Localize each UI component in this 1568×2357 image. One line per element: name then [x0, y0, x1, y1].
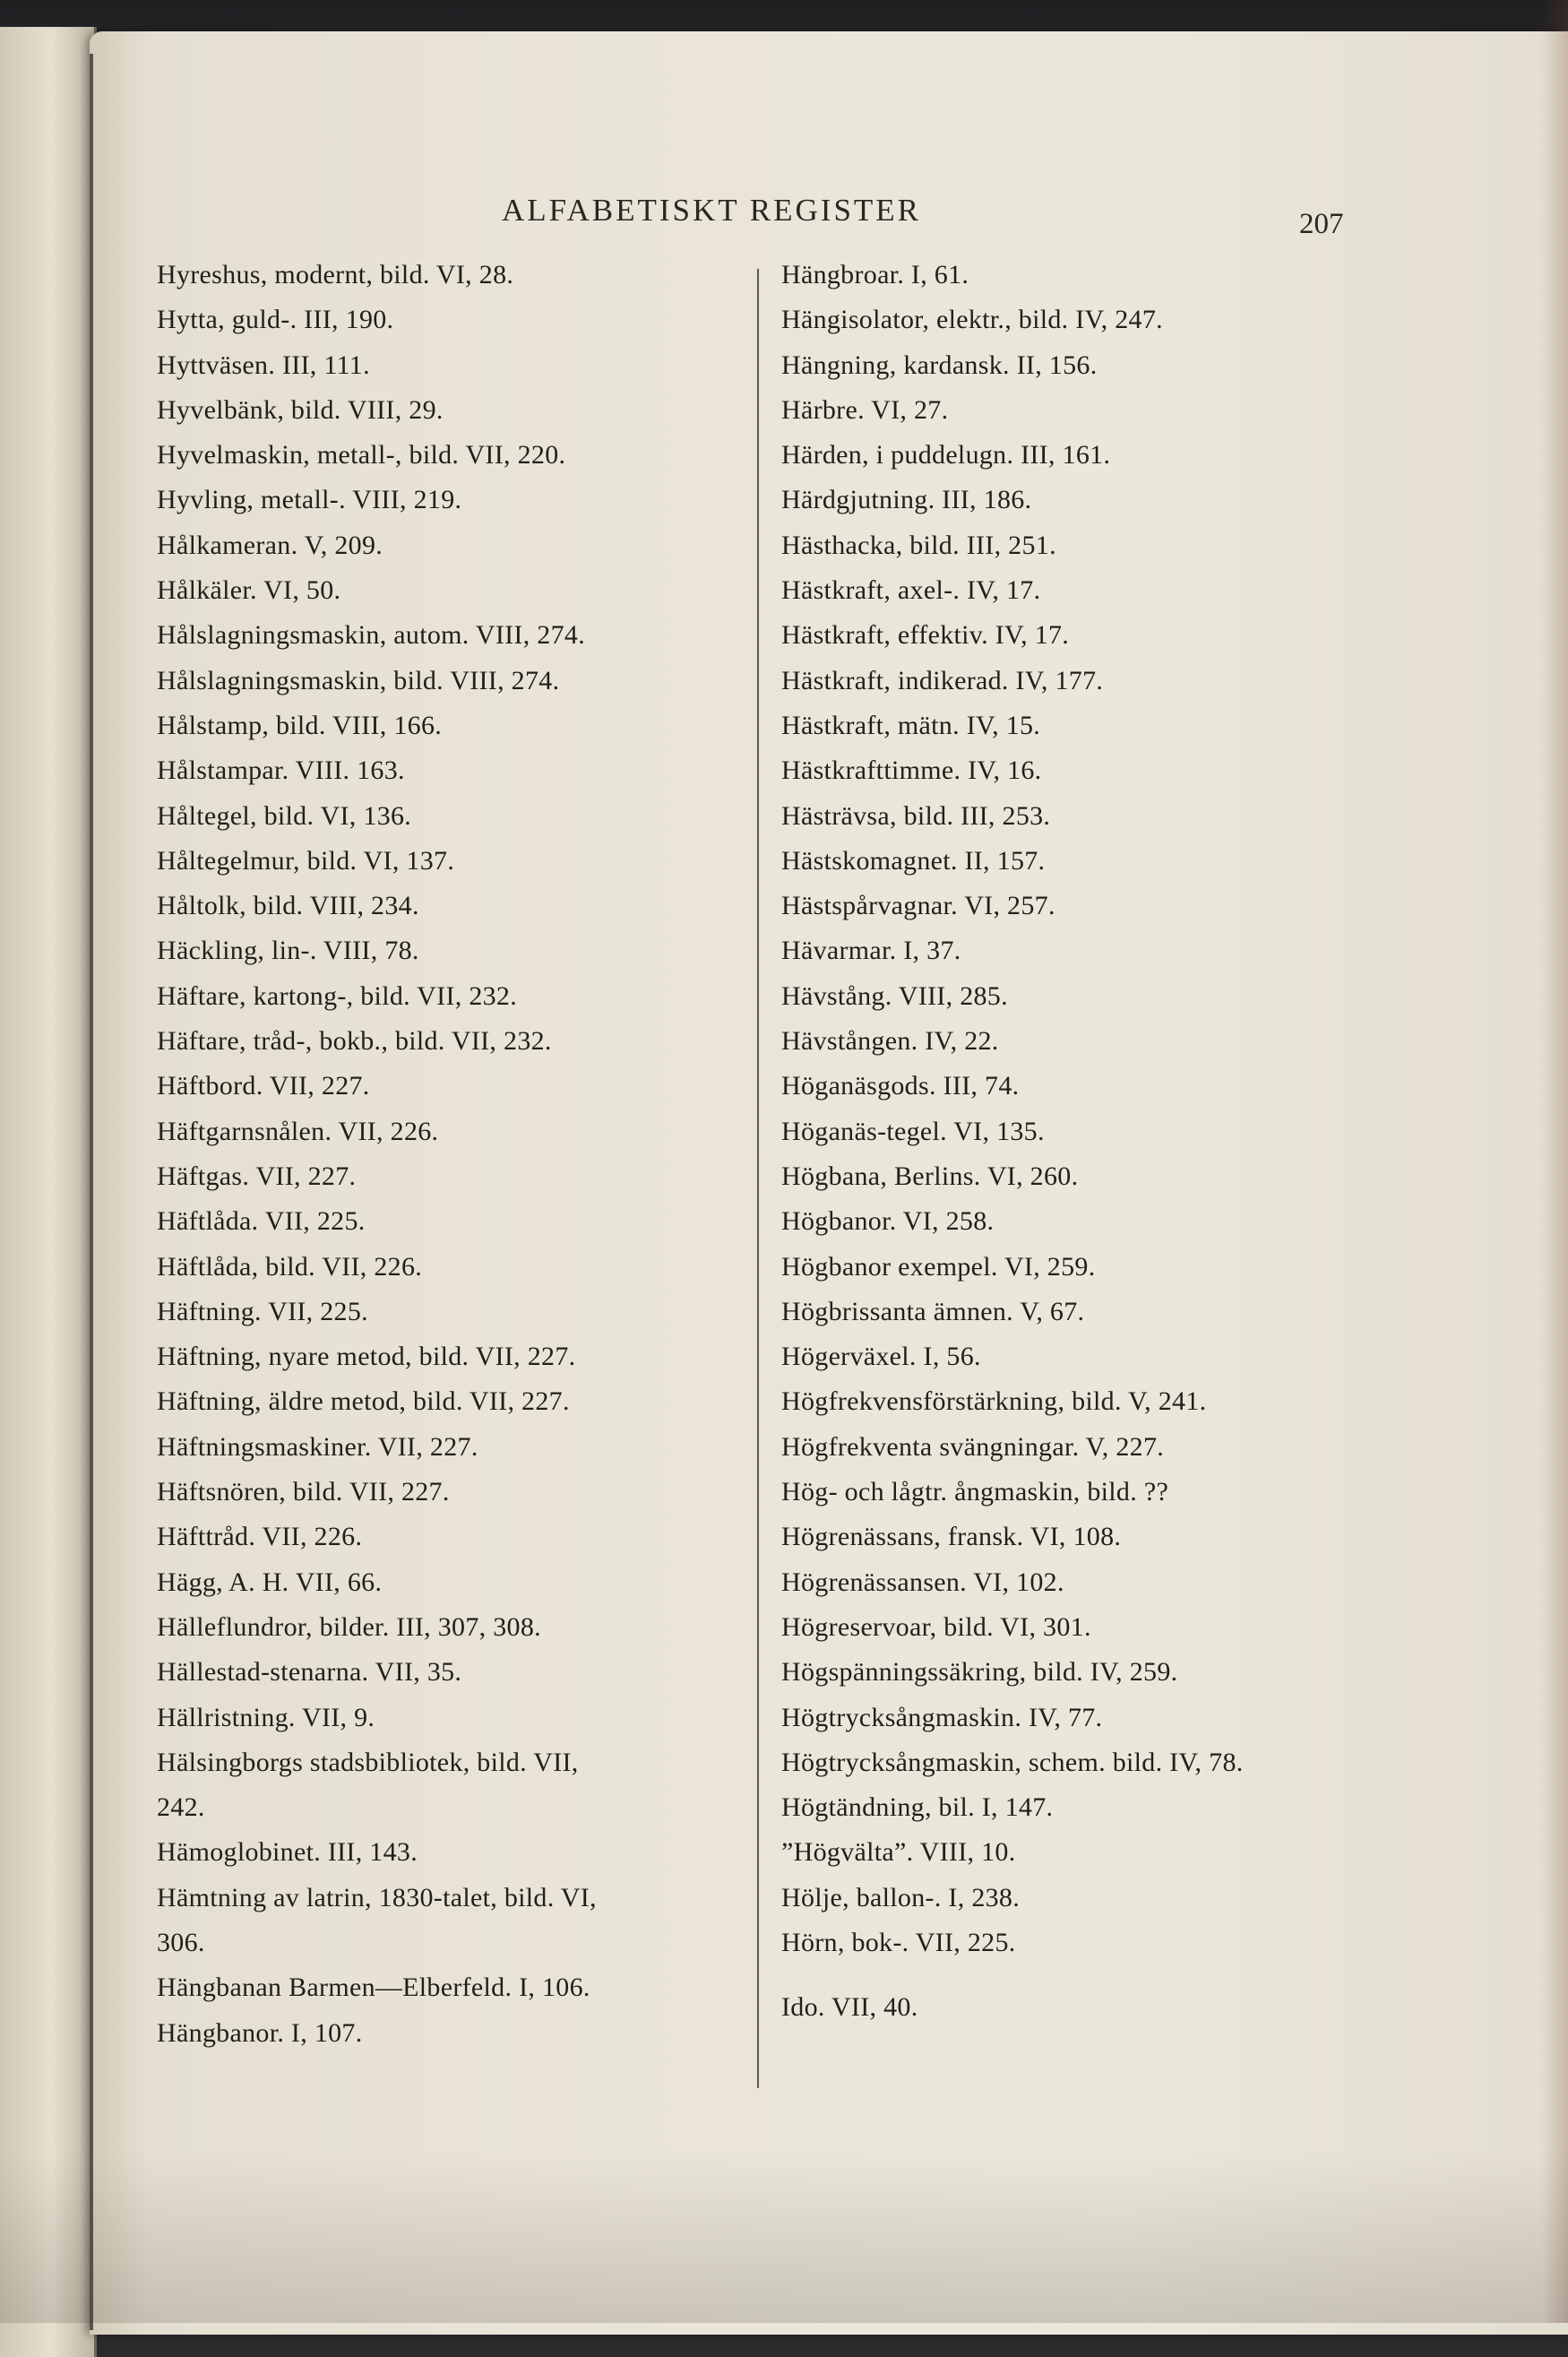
index-entry: Hävstång. VIII, 285.	[781, 980, 1008, 1011]
page-spine	[90, 54, 93, 2330]
index-entry: Hästkraft, effektiv. IV, 17.	[781, 620, 1070, 651]
left-page-edge	[0, 27, 97, 2357]
index-entry: Hängning, kardansk. II, 156.	[781, 350, 1098, 380]
index-entry: Hästspårvagnar. VI, 257.	[781, 891, 1055, 921]
index-entry: Högbanor. VI, 258.	[781, 1206, 995, 1237]
index-entry: Hålkäler. VI, 50.	[157, 575, 341, 606]
index-entry: Hytta, guld-. III, 190.	[157, 305, 394, 335]
index-entry: Ido. VII, 40.	[781, 1992, 918, 2023]
index-entry: Hällristning. VII, 9.	[157, 1702, 375, 1732]
index-entry: Hög- och lågtr. ångmaskin, bild. ??	[781, 1477, 1169, 1507]
index-entry: Hästkrafttimme. IV, 16.	[781, 755, 1042, 786]
index-column-right	[781, 253, 1355, 2031]
index-column-left	[157, 253, 766, 2056]
index-entry: Hängbanor. I, 107.	[157, 2017, 363, 2048]
index-entry: Hävarmar. I, 37.	[781, 936, 961, 966]
index-entry: Högrenässans, fransk. VI, 108.	[781, 1522, 1122, 1552]
index-entry-continuation: 306.	[157, 1927, 205, 1957]
index-entry: Högtrycksångmaskin, schem. bild. IV, 78.	[781, 1747, 1244, 1777]
page-number: 207	[1299, 208, 1344, 240]
index-entry: Hängbroar. I, 61.	[781, 260, 969, 289]
index-entry-continuation: 242.	[157, 1792, 205, 1823]
index-entry: Hängbanan Barmen—Elberfeld. I, 106.	[157, 1973, 590, 2003]
index-entry: Högspänningssäkring, bild. IV, 259.	[781, 1657, 1178, 1688]
index-entry: Hålkameran. V, 209.	[157, 530, 383, 560]
index-entry: Hyttväsen. III, 111.	[157, 350, 370, 380]
index-entry: Hängisolator, elektr., bild. IV, 247.	[781, 305, 1163, 335]
index-entry: Häftare, kartong-, bild. VII, 232.	[157, 980, 518, 1011]
page-right-edge	[1541, 0, 1568, 2323]
index-entry: Härbre. VI, 27.	[781, 394, 949, 425]
index-entry: Högbanor exempel. VI, 259.	[781, 1251, 1096, 1282]
index-entry: Häfttråd. VII, 226.	[157, 1522, 363, 1552]
index-entry: Hörn, bok-. VII, 225.	[781, 1927, 1016, 1957]
index-entry: Högreservoar, bild. VI, 301.	[781, 1611, 1091, 1642]
index-entry: Högfrekventa svängningar. V, 227.	[781, 1431, 1165, 1462]
index-entry: Häftare, tråd-, bokb., bild. VII, 232.	[157, 1026, 552, 1057]
index-entry: Hästkraft, axel-. IV, 17.	[781, 575, 1041, 606]
index-entry: ”Högvälta”. VIII, 10.	[781, 1837, 1016, 1868]
index-entry: Häftgas. VII, 227.	[157, 1161, 357, 1191]
index-entry: Hålstampar. VIII. 163.	[157, 755, 405, 786]
index-entry: Högrenässansen. VI, 102.	[781, 1567, 1064, 1597]
index-entry: Hällestad-stenarna. VII, 35.	[157, 1657, 462, 1688]
index-entry: Hålslagningsmaskin, bild. VIII, 274.	[157, 665, 560, 695]
index-entry: Högtrycksångmaskin. IV, 77.	[781, 1702, 1103, 1732]
index-entry: Häftning, nyare metod, bild. VII, 227.	[157, 1342, 576, 1372]
index-entry: Hälsingborgs stadsbibliotek, bild. VII,	[157, 1747, 579, 1777]
running-title: ALFABETISKT REGISTER	[502, 193, 922, 228]
index-entry: Häftsnören, bild. VII, 227.	[157, 1477, 450, 1507]
index-entry: Häftlåda. VII, 225.	[157, 1206, 366, 1237]
index-entry: Högbrissanta ämnen. V, 67.	[781, 1296, 1085, 1326]
index-entry: Häftgarnsnålen. VII, 226.	[157, 1116, 439, 1146]
index-entry: Högbana, Berlins. VI, 260.	[781, 1161, 1079, 1191]
index-entry: Höganäs-tegel. VI, 135.	[781, 1116, 1045, 1146]
index-entry: Hålstamp, bild. VIII, 166.	[157, 710, 443, 740]
index-entry: Högfrekvensförstärkning, bild. V, 241.	[781, 1386, 1207, 1417]
index-entry: Hyvling, metall-. VIII, 219.	[157, 485, 462, 515]
index-entry: Härdgjutning. III, 186.	[781, 485, 1032, 515]
index-entry: Hästhacka, bild. III, 251.	[781, 530, 1056, 560]
index-entry: Häftning. VII, 225.	[157, 1296, 368, 1326]
index-entry: Högerväxel. I, 56.	[781, 1342, 981, 1372]
index-entry: Hålslagningsmaskin, autom. VIII, 274.	[157, 620, 585, 651]
page-bottom-shade	[0, 2151, 1568, 2323]
index-entry: Häckling, lin-. VIII, 78.	[157, 936, 419, 966]
index-entry: Hävstången. IV, 22.	[781, 1026, 999, 1057]
index-entry: Hyvelbänk, bild. VIII, 29.	[157, 394, 444, 425]
index-entry: Hölje, ballon-. I, 238.	[781, 1882, 1021, 1912]
index-entry: Hälleflundror, bilder. III, 307, 308.	[157, 1611, 541, 1642]
index-entry: Håltegelmur, bild. VI, 137.	[157, 845, 455, 876]
index-entry: Häftning, äldre metod, bild. VII, 227.	[157, 1386, 570, 1417]
index-entry: Hämoglobinet. III, 143.	[157, 1837, 418, 1868]
index-entry: Hästskomagnet. II, 157.	[781, 845, 1046, 876]
index-entry: Härden, i puddelugn. III, 161.	[781, 440, 1111, 471]
index-entry: Håltegel, bild. VI, 136.	[157, 800, 412, 831]
index-entry: Hästkraft, mätn. IV, 15.	[781, 710, 1041, 740]
index-entry: Höganäsgods. III, 74.	[781, 1071, 1020, 1101]
index-entry: Häftningsmaskiner. VII, 227.	[157, 1431, 478, 1462]
index-entry: Hästrävsa, bild. III, 253.	[781, 800, 1051, 831]
index-entry: Hyreshus, modernt, bild. VI, 28.	[157, 260, 514, 289]
index-entry: Hägg, A. H. VII, 66.	[157, 1567, 383, 1597]
index-entry: Hämtning av latrin, 1830-talet, bild. VI,	[157, 1882, 597, 1912]
index-entry: Häftlåda, bild. VII, 226.	[157, 1251, 423, 1282]
index-entry: Högtändning, bil. I, 147.	[781, 1792, 1054, 1823]
index-entry: Hyvelmaskin, metall-, bild. VII, 220.	[157, 440, 566, 471]
index-entry: Häftbord. VII, 227.	[157, 1071, 370, 1101]
index-entry: Håltolk, bild. VIII, 234.	[157, 891, 419, 921]
index-entry: Hästkraft, indikerad. IV, 177.	[781, 665, 1104, 695]
